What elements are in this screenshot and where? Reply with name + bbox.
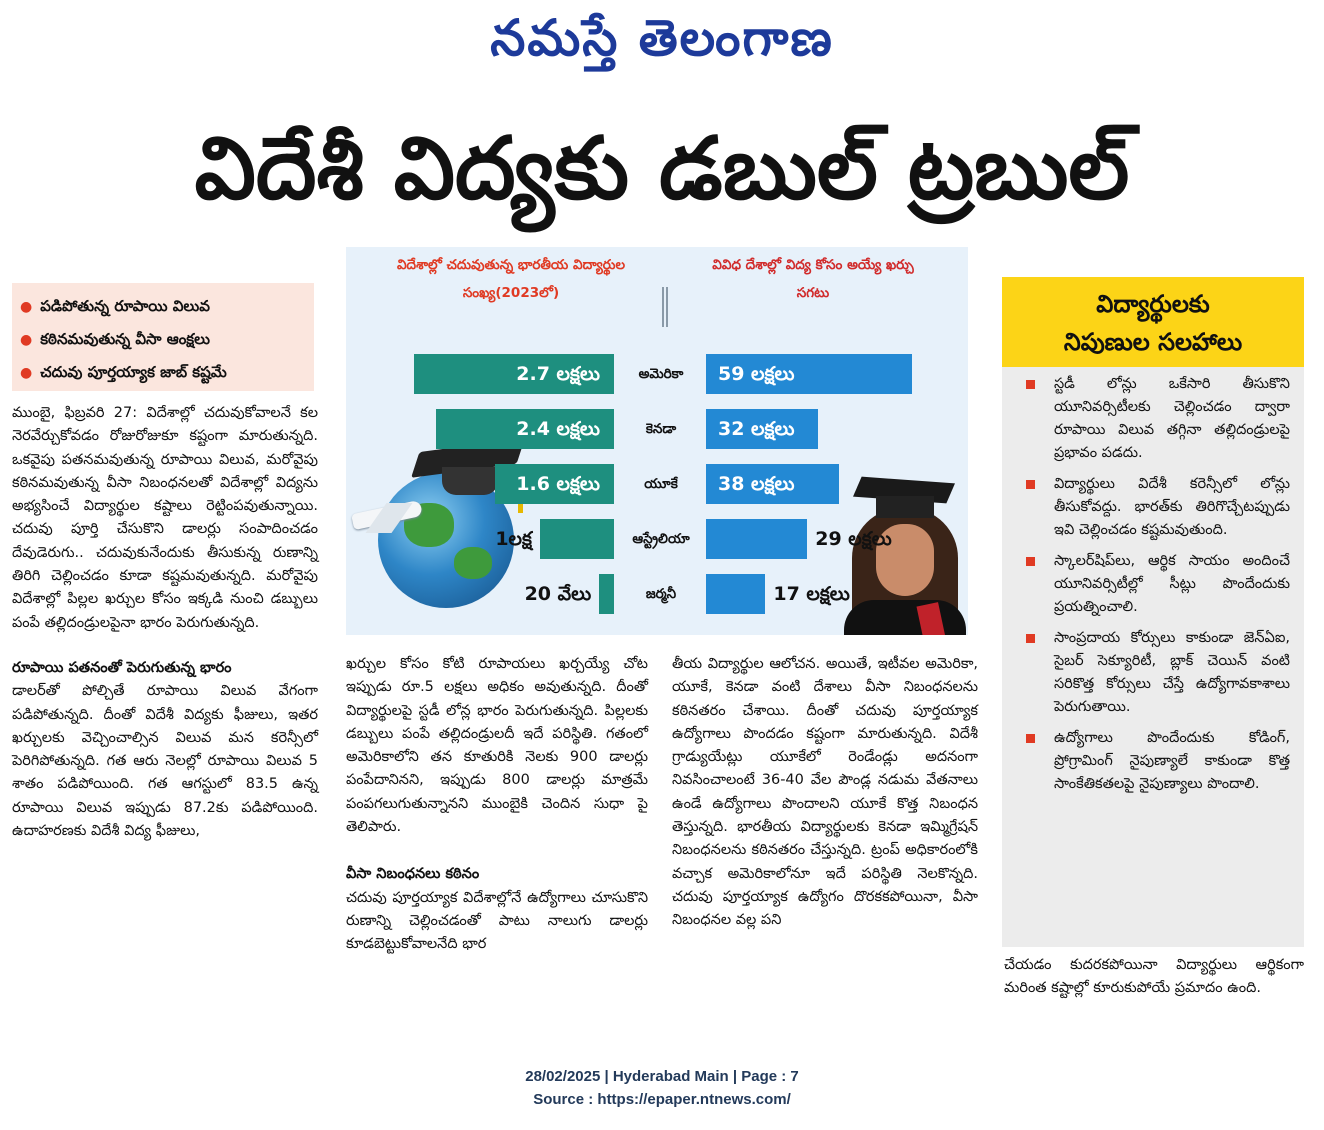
- cost-label: 32 లక్షలు: [718, 418, 795, 440]
- paragraph: ఖర్చుల కోసం కోటి రూపాయలు ఖర్చయ్యే చోట ఇప్పుడు రూ.5 లక్షలు అధికం అవుతున్నది. దీంతో విద్యార్థులపై స్టడీ లోన్ల భారం పెరుగుతున్నది. పిల్లలకు డబ్బులు పంపే తల్లిదండ్రులదీ ఇదే పరిస్థితి. గతంలో అమెరికాలోని తన కూతురికి నెలకు 900 డాలర్లు పంపేదానినని, ఇప్పుడు 800 డాలర్లు మాత్రమే పంపగలుగుతున్నానని ముంబైకి చెందిన సుధా పై తెలిపారు.: [346, 656, 648, 836]
- advice-text: విద్యార్థులు విదేశీ కరెన్సీలో లోన్లు తీసుకోవద్దు. భారత్‌కు తిరిగొచ్చేటప్పుడు ఇవి చెల్లించడం కష్టమవుతుంది.: [1054, 476, 1290, 538]
- subheading: వీసా నిబంధనలు కఠినం: [346, 866, 480, 883]
- students-bar: [599, 574, 614, 614]
- students-label: 2.4 లక్షలు: [516, 418, 600, 440]
- country-label: యూకే: [644, 476, 678, 492]
- advice-item: [1020, 473, 1290, 542]
- student-cap-base: [876, 496, 934, 518]
- square-bullet-icon: [1026, 380, 1035, 389]
- advice-text: స్కాలర్‌షిప్‌లు, ఆర్థిక సాయం అందించే యూనివర్సిటీల్లో సీట్లు పొందేందుకు ప్రయత్నించాలి.: [1054, 553, 1290, 615]
- advice-item: [1020, 727, 1290, 796]
- square-bullet-icon: [1026, 634, 1035, 643]
- students-bar: [540, 519, 614, 559]
- students-label: 1.6 లక్షలు: [516, 473, 600, 495]
- cost-label: 17 లక్షలు: [773, 583, 850, 605]
- highlight-text: పడిపోతున్న రూపాయి విలువ: [40, 297, 210, 315]
- article-column-3: [672, 653, 978, 933]
- headline: విదేశీ విద్యకు డబుల్ ట్రబుల్: [194, 119, 1130, 219]
- country-label: కెనడా: [645, 421, 677, 437]
- highlight-item: [20, 290, 306, 323]
- paragraph: ముంబై, ఫిబ్రవరి 27: విదేశాల్లో చదువుకోవాలనే కల నెరవేర్చుకోవడం రోజురోజుకూ కష్టంగా మారుతున్నది. ఒకవైపు పతనమవుతున్న రూపాయి విలువ, మరోవైపు కఠినమవుతున్న వీసా నిబంధనలతో విదేశాల్లో విద్యను అభ్యసించే విద్యార్థుల కష్టాలు రెట్టింపవుతున్నాయి. చదువు పూర్తి చేసుకొని డాలర్లు సంపాదించడం దేవుడెరుగు.. చదువుకునేందుకు తీసుకున్న రుణాన్ని తిరిగి చెల్లించడం కూడా కష్టమవుతున్నది. మరోవైపు విదేశాల్లో పిల్లల ఖర్చుల కోసం ఇక్కడి నుంచి డబ్బులు పంపే తల్లిదండ్రులపైనా భారం పెరుగుతున్నది.: [12, 405, 318, 631]
- advice-box: [1002, 277, 1304, 947]
- advice-text: స్టడీ లోన్లు ఒకేసారి తీసుకొని యూనివర్సిటీలకు చెల్లించడం ద్వారా రూపాయి విలువ తగ్గినా తల్లిదండ్రులపై ప్రభావం పడదు.: [1054, 376, 1290, 461]
- highlight-item: [20, 356, 306, 389]
- highlight-item: [20, 323, 306, 356]
- student-gown: [844, 600, 966, 635]
- cost-bar: [706, 574, 765, 614]
- footer-date-edition: 28/02/2025 | Hyderabad Main | Page : 7: [525, 1068, 799, 1085]
- subheading: రూపాయి పతనంతో పెరుగుతున్న భారం: [12, 659, 232, 676]
- paragraph: తీయ విద్యార్థుల ఆలోచన. అయితే, ఇటీవల అమెరికా, యూకే, కెనడా వంటి దేశాలు వీసా నిబంధనలను కఠినతరం చేశాయి. దీంతో చదువు పూర్తయ్యాక ఉద్యోగాలు పొందడం కష్టంగా మారుతున్నది. విదేశీ గ్రాడ్యుయేట్లు యూకేలో రెండేండ్లు అదనంగా నివసించాలంటే 36-40 వేల పౌండ్ల నడుమ వేతనాలు ఉండే ఉద్యోగాలు పొందాలని యూకే కొత్త నిబంధన తెస్తున్నది. భారతీయ విద్యార్థులకు కెనడా ఇమ్మిగ్రేషన్ నిబంధనలను కఠినతరం చేస్తున్నది. ట్రంప్ అధికారంలోకి వచ్చాక అమెరికాలోనూ ఇదే పరిస్థితి నెలకొన్నది. చదువు పూర్తయ్యాక ఉద్యోగం దొరకకపోయినా, వీసా నిబంధనల వల్ల పని: [672, 656, 978, 929]
- advice-text: ఉద్యోగాలు పొందేందుకు కోడింగ్, ప్రోగ్రామింగ్ నైపుణ్యాలే కాకుండా కొత్త సాంకేతికతలపై నైపుణ్యాలు పొందాలి.: [1054, 730, 1290, 792]
- students-label: 20 వేలు: [524, 583, 592, 605]
- masthead-logo: నమస్తే తెలంగాణ: [490, 8, 834, 67]
- advice-text: సాంప్రదాయ కోర్సులు కాకుండా జెన్ఏఐ, సైబర్ సెక్యూరిటీ, బ్లాక్ చెయిన్ వంటి సరికొత్త కోర్సులు చేస్తే ఉద్యోగావకాశాలు పెరుగుతాయి.: [1054, 630, 1290, 715]
- advice-title-line: నిపుణుల సలహాలు: [1063, 328, 1243, 356]
- paragraph: చదువు పూర్తయ్యాక విదేశాల్లోనే ఉద్యోగాలు చూసుకొని రుణాన్ని చెల్లించడంతో పాటు నాలుగు డాలర్లు కూడబెట్టుకోవాలనేది భార: [346, 889, 648, 953]
- bullet-dot-icon: ●: [20, 332, 33, 348]
- cost-bar: [706, 519, 807, 559]
- infographic-left-title: విదేశాల్లో చదువుతున్న భారతీయ విద్యార్థుల సంఖ్య(2023లో): [396, 257, 626, 301]
- students-label: 2.7 లక్షలు: [516, 363, 600, 385]
- article-column-1: [12, 402, 318, 843]
- advice-item: [1020, 627, 1290, 719]
- footer-source: Source : https://epaper.ntnews.com/: [533, 1091, 791, 1108]
- square-bullet-icon: [1026, 480, 1035, 489]
- advice-list: [1020, 373, 1290, 804]
- country-label: జర్మనీ: [645, 586, 677, 602]
- cost-label: 38 లక్షలు: [718, 473, 795, 495]
- advice-title: [1002, 277, 1304, 367]
- highlights-box: [12, 283, 314, 391]
- country-label: ఆస్ట్రేలియా: [632, 531, 690, 547]
- infographic-divider: [662, 287, 668, 327]
- infographic: [346, 247, 968, 635]
- article-column-4-tail: [1004, 954, 1304, 1001]
- students-label: 1లక్ష: [495, 528, 532, 550]
- bullet-dot-icon: ●: [20, 365, 33, 381]
- advice-item: [1020, 550, 1290, 619]
- highlight-text: చదువు పూర్తయ్యాక జాబ్ కష్టమే: [40, 363, 227, 381]
- bullet-dot-icon: ●: [20, 299, 33, 315]
- cost-label: 59 లక్షలు: [718, 363, 795, 385]
- infographic-right-title: వివిధ దేశాల్లో విద్య కోసం అయ్యే ఖర్చు సగటు: [712, 257, 914, 301]
- graduation-cap-base: [442, 467, 498, 495]
- paragraph: చేయడం కుదరకపోయినా విద్యార్థులు ఆర్థికంగా మరింత కష్టాల్లో కూరుకుపోయే ప్రమాదం ఉంది.: [1004, 957, 1304, 997]
- country-label: అమెరికా: [638, 366, 684, 382]
- article-column-2: [346, 653, 648, 957]
- advice-title-line: విద్యార్థులకు: [1096, 290, 1210, 318]
- square-bullet-icon: [1026, 557, 1035, 566]
- advice-item: [1020, 373, 1290, 465]
- cost-label: 29 లక్షలు: [815, 528, 892, 550]
- square-bullet-icon: [1026, 734, 1035, 743]
- highlight-text: కఠినమవుతున్న వీసా ఆంక్షలు: [40, 330, 210, 348]
- paragraph: డాలర్‌తో పోల్చితే రూపాయి విలువ వేగంగా పడిపోతున్నది. దీంతో విదేశీ విద్యకు ఫీజులు, ఇతర ఖర్చులకు వెచ్చించాల్సిన విలువ మన కరెన్సీలో పెరిగిపోతున్నది. గత ఆరు నెలల్లో రూపాయి విలువ 5 శాతం పడిపోయింది. గత ఆగస్టులో 83.5 ఉన్న రూపాయి విలువ ఇప్పుడు 87.2కు పడిపోయింది. ఉదాహరణకు విదేశీ విద్య ఫీజులు,: [12, 683, 318, 840]
